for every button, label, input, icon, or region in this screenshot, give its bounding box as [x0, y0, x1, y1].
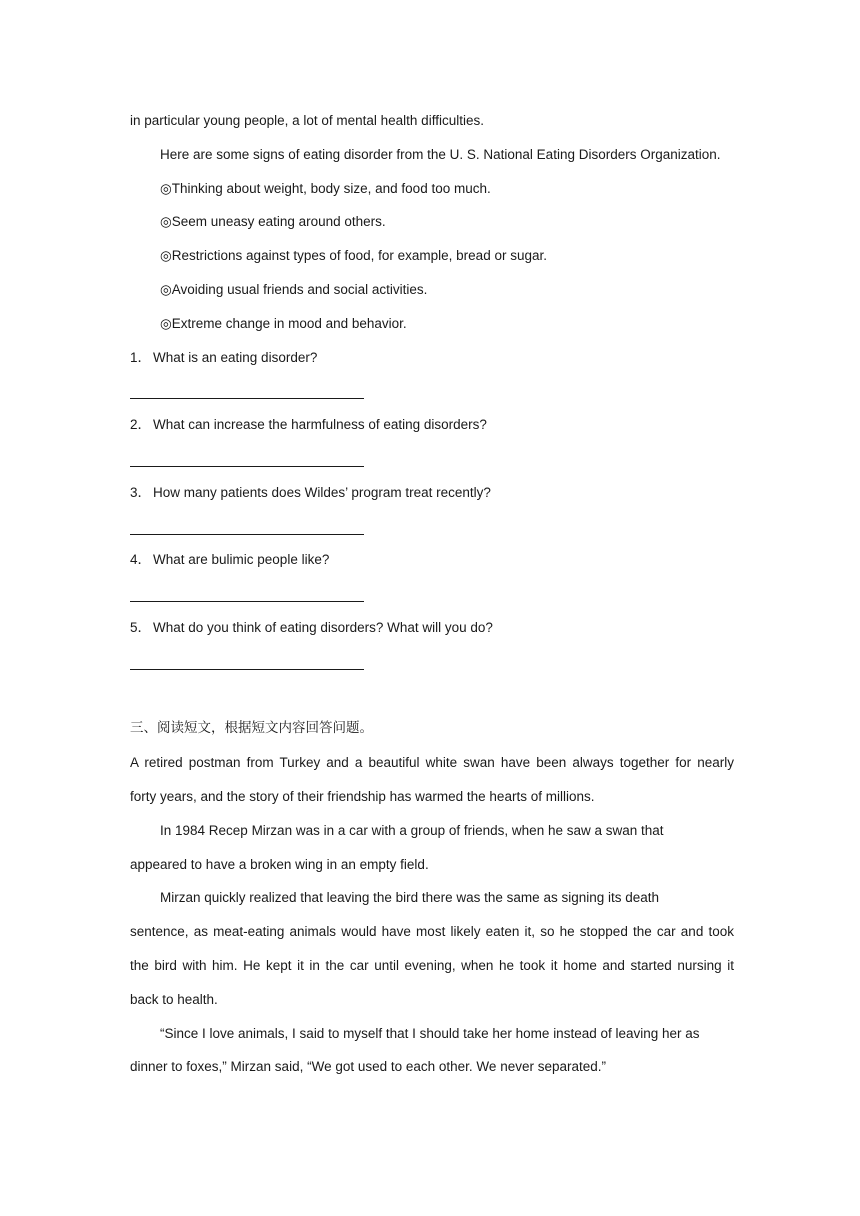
- question-number: 2．: [130, 417, 152, 433]
- passage-line: appeared to have a broken wing in an empty field.: [130, 856, 429, 872]
- question-number: 1．: [130, 349, 152, 365]
- sign-item: ◎Extreme change in mood and behavior.: [160, 315, 407, 331]
- question-text: What can increase the harmfulness of eating disorders?: [153, 417, 487, 433]
- question-5: [130, 611, 734, 645]
- section-heading: 三、阅读短文，根据短文内容回答问题。: [130, 720, 373, 737]
- sign-item: ◎Avoiding usual friends and social activities.: [160, 281, 428, 297]
- section-spacer: [130, 679, 734, 713]
- passage-line: A retired postman from Turkey and a beautiful white swan have been always together for nearly: [130, 755, 734, 771]
- signs-intro: Here are some signs of eating disorder from the U. S. National Eating Disorders Organization.: [160, 146, 721, 162]
- passage-line: sentence, as meat-eating animals would have most likely eaten it, so he stopped the car and took: [130, 924, 734, 940]
- question-1: [130, 341, 734, 375]
- passage-line: “Since I love animals, I said to myself that I should take her home instead of leaving her as: [160, 1025, 700, 1041]
- answer-blank-4[interactable]: [130, 577, 734, 611]
- document-content: [130, 104, 734, 1084]
- question-text: What are bulimic people like?: [153, 552, 330, 568]
- passage-line: Mirzan quickly realized that leaving the bird there was the same as signing its death: [160, 890, 660, 906]
- question-2: [130, 408, 734, 442]
- passage-line: forty years, and the story of their friendship has warmed the hearts of millions.: [130, 788, 595, 804]
- question-4: [130, 543, 734, 577]
- question-number: 4．: [130, 552, 152, 568]
- question-number: 5．: [130, 619, 152, 635]
- answer-blank-2[interactable]: [130, 442, 734, 476]
- sign-item: ◎Seem uneasy eating around others.: [160, 214, 386, 230]
- question-3: [130, 476, 734, 510]
- passage-line: the bird with him. He kept it in the car until evening, when he took it home and started nursing it: [130, 957, 734, 973]
- question-text: How many patients does Wildes’ program treat recently?: [153, 484, 491, 500]
- passage-line: back to health.: [130, 991, 218, 1007]
- question-text: What is an eating disorder?: [153, 349, 318, 365]
- paragraph-line: in particular young people, a lot of mental health difficulties.: [130, 113, 484, 128]
- question-number: 3．: [130, 484, 152, 500]
- passage-line: In 1984 Recep Mirzan was in a car with a group of friends, when he saw a swan that: [160, 822, 664, 838]
- passage-line: dinner to foxes,” Mirzan said, “We got used to each other. We never separated.”: [130, 1059, 607, 1075]
- answer-blank-5[interactable]: [130, 645, 734, 679]
- sign-item: ◎Restrictions against types of food, for example, bread or sugar.: [160, 248, 547, 264]
- answer-blank-3[interactable]: [130, 510, 734, 544]
- question-text: What do you think of eating disorders? What will you do?: [153, 619, 493, 635]
- answer-blank-1[interactable]: [130, 374, 734, 408]
- sign-item: ◎Thinking about weight, body size, and food too much.: [160, 180, 491, 196]
